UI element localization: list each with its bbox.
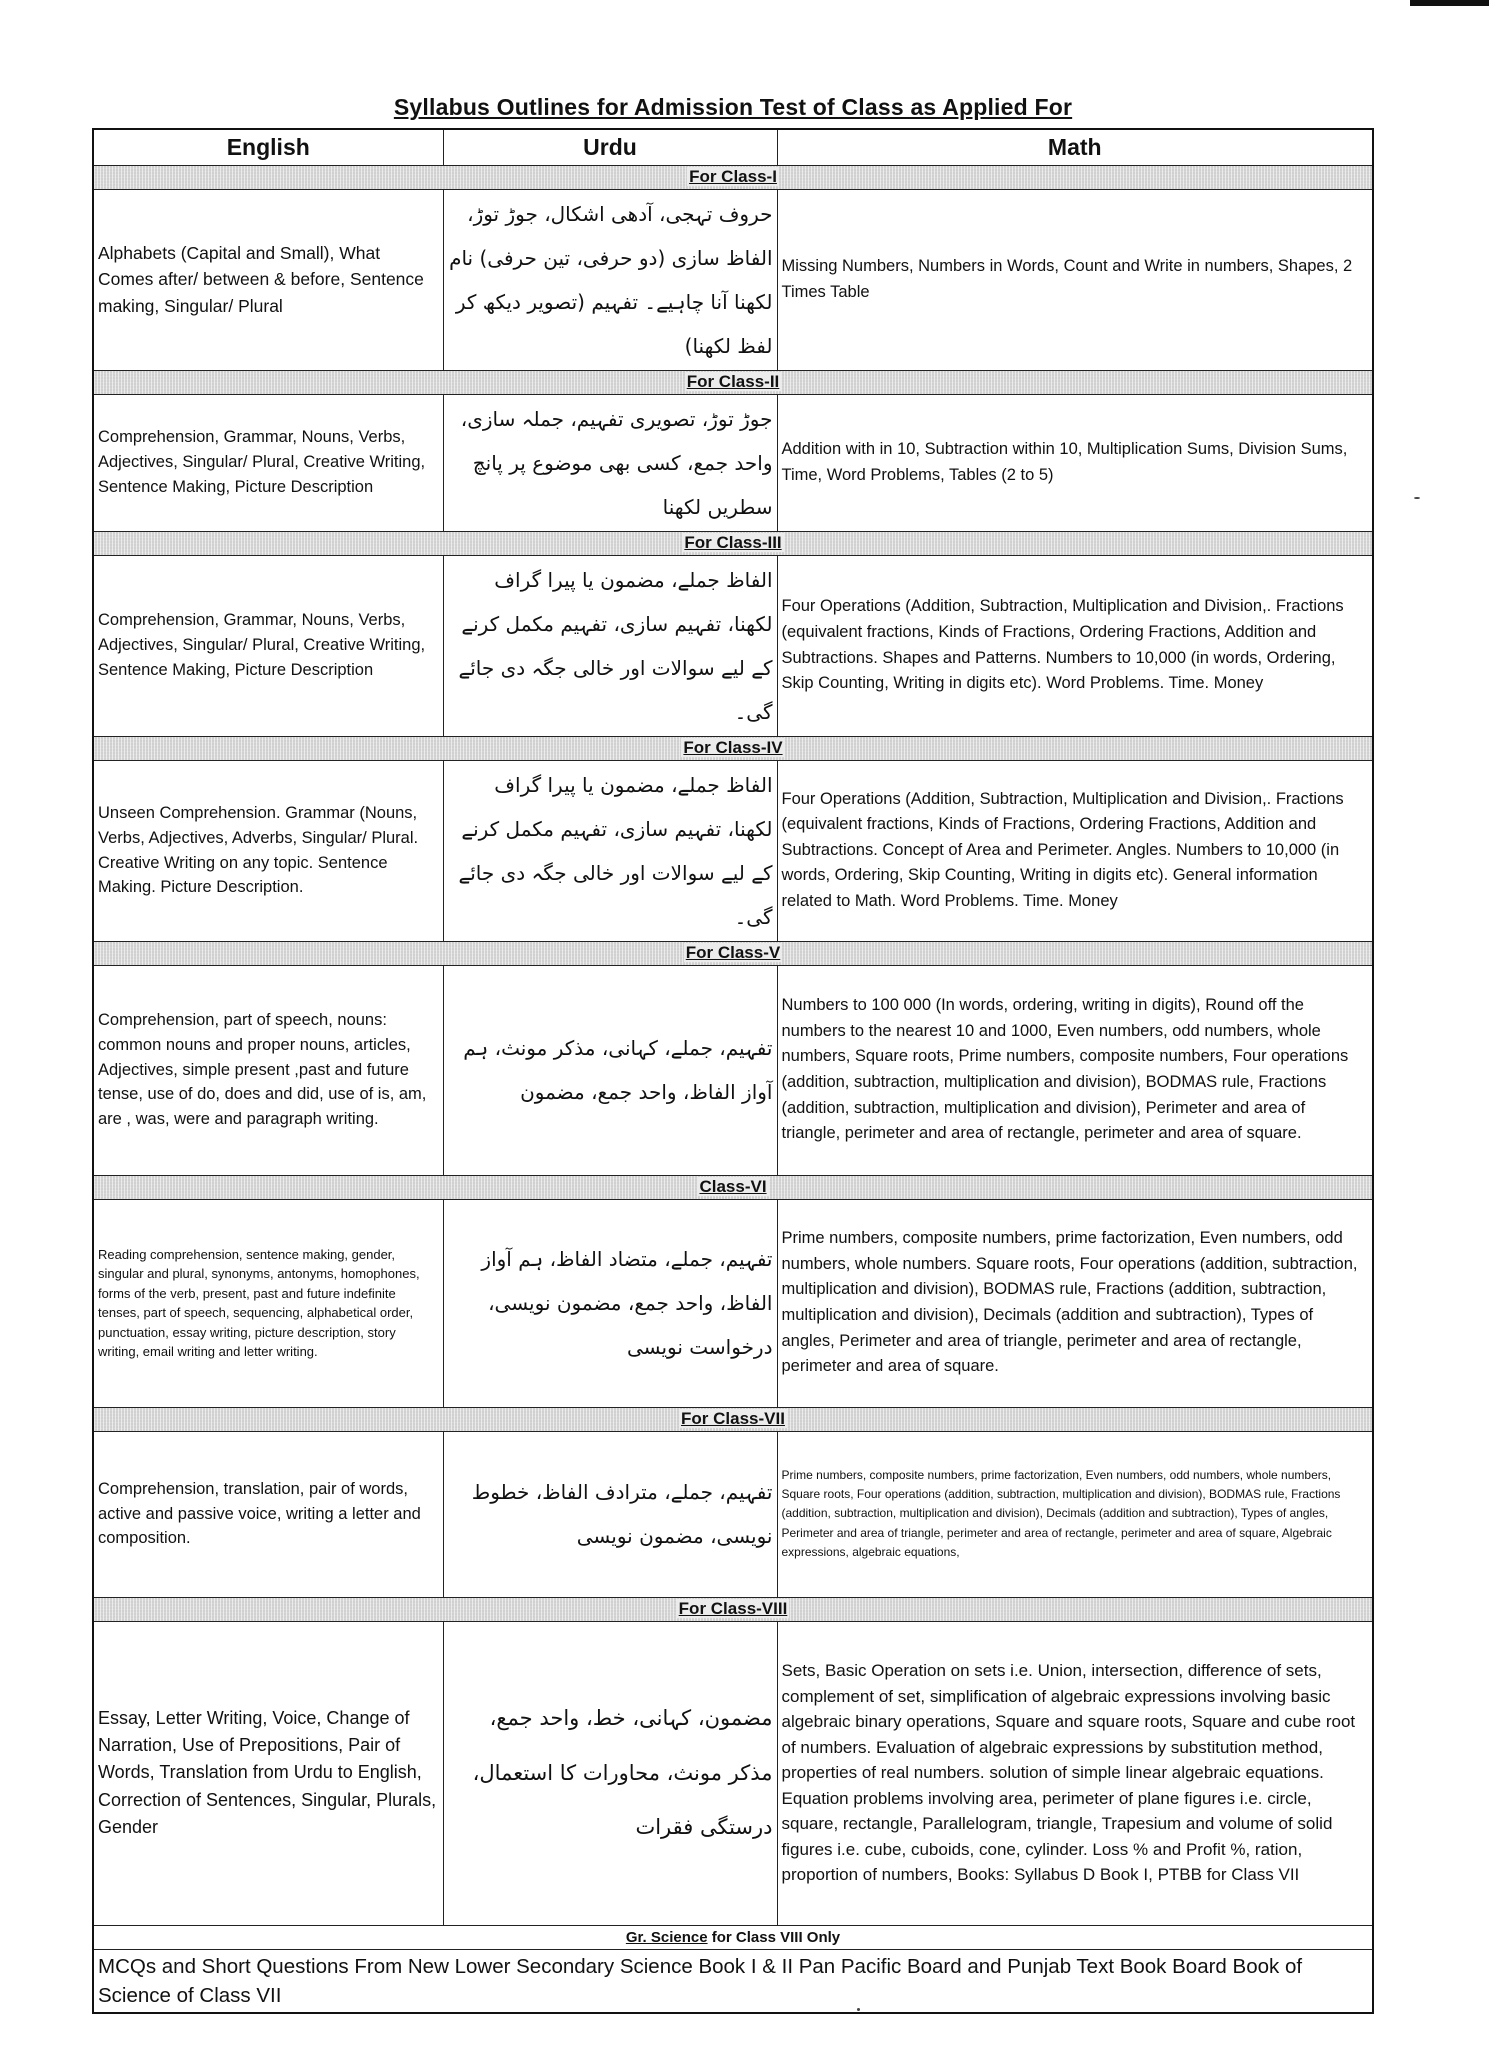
math-cell: Four Operations (Addition, Subtraction, Multiplication and Division,. Fractions (equivalent fractions, Kinds of Fractions, Ordering Fractions, Addition and Subtractions. Concept of Area and Perimeter. Angles. Numbers to 10,000 (in words, Ordering, Skip Counting, Writing in digits etc). General information related to Math. Word Problems. Time. Money <box>777 760 1373 941</box>
math-cell: Missing Numbers, Numbers in Words, Count and Write in numbers, Shapes, 2 Times Table <box>777 189 1373 370</box>
math-cell: Numbers to 100 000 (In words, ordering, writing in digits), Round off the numbers to the nearest 10 and 1000, Even numbers, odd numbers, whole numbers, Square roots, Prime numbers, composite numbers, Four operations (addition, subtraction, multiplication and division), BODMAS rule, Fractions (addition, subtraction, multiplication and division), Perimeter and area of triangle, perimeter and area of rectangle, perimeter and area of square. <box>777 965 1373 1175</box>
syllabus-table <box>92 128 1374 2014</box>
class-band-row <box>93 941 1373 965</box>
class-band-row <box>93 531 1373 555</box>
urdu-cell: حروف تہجی، آدھی اشکال، جوڑ توڑ، الفاظ سازی (دو حرفی، تین حرفی) نام لکھنا آنا چاہیے۔ تفہیم (تصویر دیکھ کر لفظ لکھنا) <box>443 189 777 370</box>
table-row <box>93 1431 1373 1597</box>
science-heading <box>93 1925 1373 1949</box>
english-cell: Comprehension, Grammar, Nouns, Verbs, Adjectives, Singular/ Plural, Creative Writing, Sentence Making, Picture Description <box>93 394 443 531</box>
table-row <box>93 394 1373 531</box>
science-heading-row <box>93 1925 1373 1949</box>
science-heading-subject: Gr. Science <box>625 1928 708 1946</box>
urdu-cell: تفہیم، جملے، کہانی، مذکر مونث، ہم آواز الفاظ، واحد جمع، مضمون <box>443 965 777 1175</box>
english-cell: Comprehension, translation, pair of words, active and passive voice, writing a letter and composition. <box>93 1431 443 1597</box>
column-header-urdu: Urdu <box>443 129 777 165</box>
class-band-row <box>93 370 1373 394</box>
column-header-math: Math <box>777 129 1373 165</box>
class-band-row <box>93 736 1373 760</box>
science-text-row <box>93 1949 1373 2013</box>
class-band-row <box>93 1597 1373 1621</box>
english-cell: Comprehension, part of speech, nouns: common nouns and proper nouns, articles, Adjectives, simple present ,past and future tense, use of do, does and did, use of is, am, are , was, were and paragraph writing. <box>93 965 443 1175</box>
column-header-english: English <box>93 129 443 165</box>
math-cell: Four Operations (Addition, Subtraction, Multiplication and Division,. Fractions (equivalent fractions, Kinds of Fractions, Ordering Fractions, Addition and Subtractions. Shapes and Patterns. Numbers to 10,000 (in words, Ordering, Skip Counting, Writing in digits etc). Word Problems. Time. Money <box>777 555 1373 736</box>
class-label: Class-VI <box>699 1177 767 1196</box>
math-cell: Sets, Basic Operation on sets i.e. Union, intersection, difference of sets, complement of set, simplification of algebraic expressions involving basic algebraic binary operations, Square and square roots, Square and cube root of numbers. Evaluation of algebraic expressions by substitution method, properties of real numbers. solution of simple linear algebraic equations. Equation problems involving area, perimeter of plane figures i.e. circle, square, rectangle, Parallelogram, triangle, Trapesium and volume of solid figures i.e. cube, cuboids, cone, cylinder. Loss % and Profit %, ration, proportion of numbers, Books: Syllabus D Book I, PTBB for Class VII <box>777 1621 1373 1925</box>
english-cell: Reading comprehension, sentence making, gender, singular and plural, synonyms, antonyms, homophones, forms of the verb, present, past and future indefinite tenses, part of speech, sequencing, alphabetical order, punctuation, essay writing, picture description, story writing, email writing and letter writing. <box>93 1199 443 1407</box>
syllabus-table-wrapper <box>92 128 1372 2014</box>
table-row <box>93 189 1373 370</box>
table-row <box>93 760 1373 941</box>
urdu-cell: تفہیم، جملے، مترادف الفاظ، خطوط نویسی، مضمون نویسی <box>443 1431 777 1597</box>
page-title: Syllabus Outlines for Admission Test of Class as Applied For <box>393 94 1073 120</box>
class-band <box>93 1175 1373 1199</box>
science-text: MCQs and Short Questions From New Lower Secondary Science Book I & II Pan Pacific Board and Punjab Text Book Board Book of Science of Class VII <box>93 1949 1373 2013</box>
urdu-cell: الفاظ جملے، مضمون یا پیرا گراف لکھنا، تفہیم سازی، تفہیم مکمل کرنے کے لیے سوالات اور خالی جگہ دی جائے گی۔ <box>443 555 777 736</box>
class-label: For Class-II <box>686 372 780 391</box>
table-row <box>93 1199 1373 1407</box>
english-cell: Essay, Letter Writing, Voice, Change of Narration, Use of Prepositions, Pair of Words, Translation from Urdu to English, Correction of Sentences, Singular, Plurals, Gender <box>93 1621 443 1925</box>
urdu-cell: الفاظ جملے، مضمون یا پیرا گراف لکھنا، تفہیم سازی، تفہیم مکمل کرنے کے لیے سوالات اور خالی جگہ دی جائے گی۔ <box>443 760 777 941</box>
class-band <box>93 370 1373 394</box>
english-cell: Alphabets (Capital and Small), What Comes after/ between & before, Sentence making, Singular/ Plural <box>93 189 443 370</box>
table-row <box>93 965 1373 1175</box>
scan-edge-mark <box>1410 0 1489 6</box>
english-cell: Unseen Comprehension. Grammar (Nouns, Verbs, Adjectives, Adverbs, Singular/ Plural. Creative Writing on any topic. Sentence Making. Picture Description. <box>93 760 443 941</box>
class-label: For Class-IV <box>683 738 783 757</box>
english-cell: Comprehension, Grammar, Nouns, Verbs, Adjectives, Singular/ Plural, Creative Writing, Sentence Making, Picture Description <box>93 555 443 736</box>
class-band <box>93 941 1373 965</box>
class-label: For Class-V <box>685 943 781 962</box>
table-row <box>93 1621 1373 1925</box>
class-label: For Class-VIII <box>678 1599 788 1618</box>
scan-speck <box>1414 497 1420 499</box>
table-row <box>93 555 1373 736</box>
math-cell: Prime numbers, composite numbers, prime factorization, Even numbers, odd numbers, whole numbers, Square roots, Four operations (addition, subtraction, multiplication and division), BODMAS rule, Fractions (addition, subtraction, multiplication and division), Decimals (addition and subtraction), Types of angles, Perimeter and area of triangle, perimeter and area of rectangle, perimeter and area of square, Algebraic expressions, algebraic equations, <box>777 1431 1373 1597</box>
class-band <box>93 736 1373 760</box>
class-band <box>93 531 1373 555</box>
urdu-cell: مضمون، کہانی، خط، واحد جمع، مذکر مونث، محاورات کا استعمال، درستگی فقرات <box>443 1621 777 1925</box>
science-heading-rest: for Class VIII Only <box>707 1928 841 1946</box>
column-header-row <box>93 129 1373 165</box>
class-band-row <box>93 1175 1373 1199</box>
class-label: For Class-I <box>689 167 777 186</box>
class-label: For Class-III <box>684 533 782 552</box>
class-band <box>93 1407 1373 1431</box>
class-label: For Class-VII <box>681 1409 785 1428</box>
urdu-cell: جوڑ توڑ، تصویری تفہیم، جملہ سازی، واحد جمع، کسی بھی موضوع پر پانچ سطریں لکھنا <box>443 394 777 531</box>
urdu-cell: تفہیم، جملے، متضاد الفاظ، ہم آواز الفاظ، واحد جمع، مضمون نویسی، درخواست نویسی <box>443 1199 777 1407</box>
class-band-row <box>93 165 1373 189</box>
class-band-row <box>93 1407 1373 1431</box>
class-band <box>93 1597 1373 1621</box>
math-cell: Addition with in 10, Subtraction within 10, Multiplication Sums, Division Sums, Time, Word Problems, Tables (2 to 5) <box>777 394 1373 531</box>
class-band <box>93 165 1373 189</box>
math-cell: Prime numbers, composite numbers, prime factorization, Even numbers, odd numbers, whole numbers. Square roots, Four operations (addition, subtraction, multiplication and division), BODMAS rule, Fractions (addition, subtraction, multiplication and division), Decimals (addition and subtraction), Types of angles, Perimeter and area of triangle, perimeter and area of rectangle, perimeter and area of square. <box>777 1199 1373 1407</box>
